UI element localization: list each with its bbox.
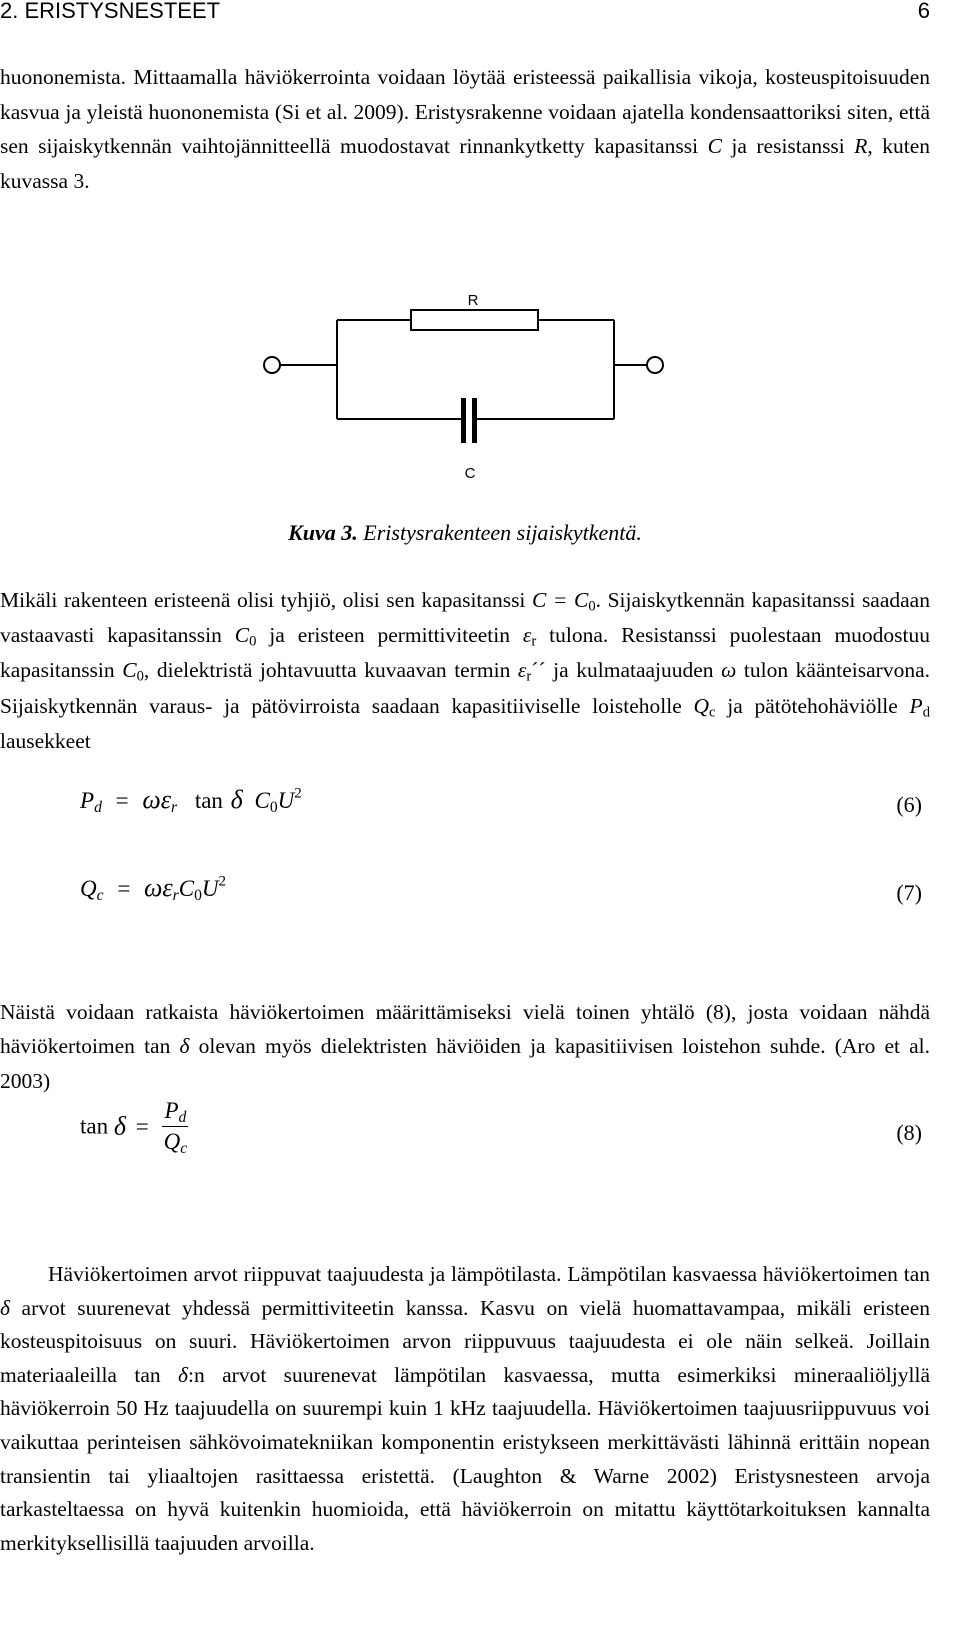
eq-symbol: Q	[80, 876, 97, 901]
eq-subscript: c	[96, 886, 104, 904]
eq-subscript: 0	[194, 886, 202, 904]
symbol-epsilon: ε	[517, 658, 527, 683]
eq-denominator	[162, 1127, 188, 1155]
subscript: 0	[249, 633, 257, 650]
symbol-c0: C	[122, 658, 137, 683]
eq-symbol: P	[80, 788, 95, 813]
equation-8	[80, 1098, 188, 1155]
text: tulona. Resistanssi puolestaan muodostuu kapasitanssin	[0, 623, 931, 683]
subscript: 0	[588, 598, 596, 615]
symbol-epsilon: ε	[522, 623, 532, 648]
eq-equals: =	[115, 788, 129, 813]
eq-subscript: c	[180, 1139, 188, 1157]
equivalent-circuit-diagram	[0, 290, 930, 490]
eq-tan: tan	[194, 788, 223, 813]
eq-delta: δ	[113, 1111, 126, 1141]
terminal-left	[264, 357, 280, 373]
eq-superscript: 2	[218, 873, 227, 890]
equation-number-6: (6)	[896, 792, 922, 817]
eq-superscript: 2	[294, 785, 302, 802]
subscript: c	[709, 704, 716, 721]
eq-omega: ω	[142, 785, 161, 814]
subscript: r	[531, 633, 537, 650]
figure-caption	[0, 520, 930, 546]
symbol-delta: δ	[179, 1034, 190, 1059]
superscript: ´´	[531, 658, 546, 683]
capacitor-label: C	[464, 465, 476, 482]
paragraph-frequency	[0, 1258, 930, 1560]
eq-symbol: U	[277, 788, 295, 813]
eq-epsilon: ε	[160, 785, 171, 814]
resistor-symbol	[411, 310, 538, 330]
subscript: 0	[136, 669, 144, 686]
text: , dielektristä johtavuutta kuvaavan termin	[143, 658, 518, 683]
subscript: r	[526, 669, 532, 686]
text: ja resistanssi	[721, 134, 855, 159]
chapter-title: 2. ERISTYSNESTEET	[0, 0, 221, 23]
equation-7	[80, 873, 226, 903]
eq-numerator	[162, 1098, 188, 1127]
caption-text: Eristysrakenteen sijaiskytkentä.	[357, 520, 642, 545]
eq-subscript: 0	[269, 798, 278, 816]
eq-symbol: Q	[163, 1129, 181, 1154]
eq-tan: tan	[80, 1113, 109, 1139]
text: ja eristeen permittiviteetin	[256, 623, 523, 648]
eq-subscript: r	[170, 798, 178, 816]
inline-equation: C = C	[531, 588, 589, 612]
equation-number-8: (8)	[896, 1120, 922, 1145]
eq-subscript: d	[178, 1108, 187, 1126]
eq-epsilon: ε	[162, 873, 173, 902]
text: ja pätötehohäviölle	[715, 693, 910, 718]
page-header	[0, 0, 930, 26]
text: Mikäli rakenteen eristeenä olisi tyhjiö, olisi sen kapasitanssi	[0, 588, 532, 612]
eq-equals: =	[135, 1113, 149, 1139]
capacitor-plate-left	[461, 398, 466, 443]
text: arvot suurenevat yhdessä permittiviteetin kanssa. Kasvu on vielä huomattavampaa, mikäli eristeen kosteuspitoisuus on suuri. Häviökertoimen arvon riippuvuus taajuudesta ei ole näin selkeä. Joillain materiaaleilla tan	[0, 1295, 930, 1387]
paragraph-loss-factor	[0, 995, 930, 1098]
symbol-c0: C	[234, 623, 250, 648]
eq-symbol: C	[178, 876, 195, 901]
symbol-delta: δ	[0, 1295, 10, 1320]
page-number: 6	[917, 0, 930, 23]
text: tulon käänteisarvona. Sijaiskytkennän varaus- ja pätövirroista saadaan kapasitiiviselle loisteholle	[0, 658, 930, 718]
eq-fraction	[162, 1098, 188, 1155]
text: . Sijaiskytkennän kapasitanssi saadaan vastaavasti kapasitanssin	[0, 588, 930, 648]
symbol-c: C	[707, 134, 722, 159]
eq-delta: δ	[230, 785, 243, 814]
eq-subscript: r	[172, 886, 179, 904]
eq-omega: ω	[144, 873, 163, 902]
symbol-omega: ω	[721, 658, 737, 683]
text: , kuten kuvassa 3.	[0, 134, 930, 193]
eq-symbol: U	[201, 876, 219, 901]
symbol-r: R	[854, 134, 868, 159]
eq-equals: =	[117, 876, 131, 901]
text: ja kulmataajuuden	[545, 658, 722, 683]
text: Näistä voidaan ratkaista häviökertoimen määrittämiseksi vielä toinen yhtälö (8), josta voidaan nähdä häviökertoimen tan	[0, 1000, 930, 1059]
paragraph-intro	[0, 60, 930, 198]
symbol-p: P	[909, 693, 923, 718]
caption-label: Kuva 3.	[288, 520, 358, 545]
eq-symbol: P	[164, 1098, 179, 1123]
eq-subscript: d	[94, 798, 102, 816]
terminal-right	[647, 357, 663, 373]
text: Häviökertoimen arvot riippuvat taajuudesta ja lämpötilasta. Lämpötilan kasvaessa häviökertoimen tan	[48, 1262, 930, 1286]
paragraph-capacitance	[0, 583, 930, 759]
text: huononemista. Mittaamalla häviökerrointa voidaan löytää eristeessä paikallisia vikoja, kosteuspitoisuuden kasvua ja yleistä huononemista (Si et al. 2009). Eristysrakenne voidaan ajatella kondensaattoriksi siten, että sen sijaiskytkennän vaihtojännitteellä muodostavat rinnankytketty kapasitanssi	[0, 65, 930, 159]
symbol-q: Q	[693, 693, 710, 718]
subscript: d	[922, 704, 930, 721]
text: olevan myös dielektristen häviöiden ja kapasitiivisen loistehon suhde. (Aro et al. 2003)	[0, 1034, 930, 1093]
capacitor-plate-right	[472, 398, 477, 443]
equation-number-7: (7)	[896, 880, 922, 905]
text: lausekkeet	[0, 728, 91, 753]
resistor-label: R	[467, 292, 479, 309]
eq-symbol: C	[254, 788, 270, 813]
text: :n arvot suurenevat lämpötilan kasvaessa, mutta esimerkiksi mineraaliöljyllä häviökerroin 50 Hz taajuudella on suurempi kuin 1 kHz taajuudella. Häviökertoimen taajuusriippuvuus voi vaikuttaa perinteisen sähkövoimatekniikan komponentin eristykseen merkittävästi lähinnä erittäin nopean transientin tai yliaaltojen rasittaessa eristettä. (Laughton & Warne 2002) Eristysnesteen arvoja tarkasteltaessa on hyvä kuitenkin huomioida, että häviökerroin on mitattu käyttötarkoituksen kannalta merkityksellisillä taajuuden arvoilla.	[0, 1362, 930, 1555]
symbol-delta: δ	[178, 1362, 189, 1387]
equation-6	[80, 785, 302, 815]
